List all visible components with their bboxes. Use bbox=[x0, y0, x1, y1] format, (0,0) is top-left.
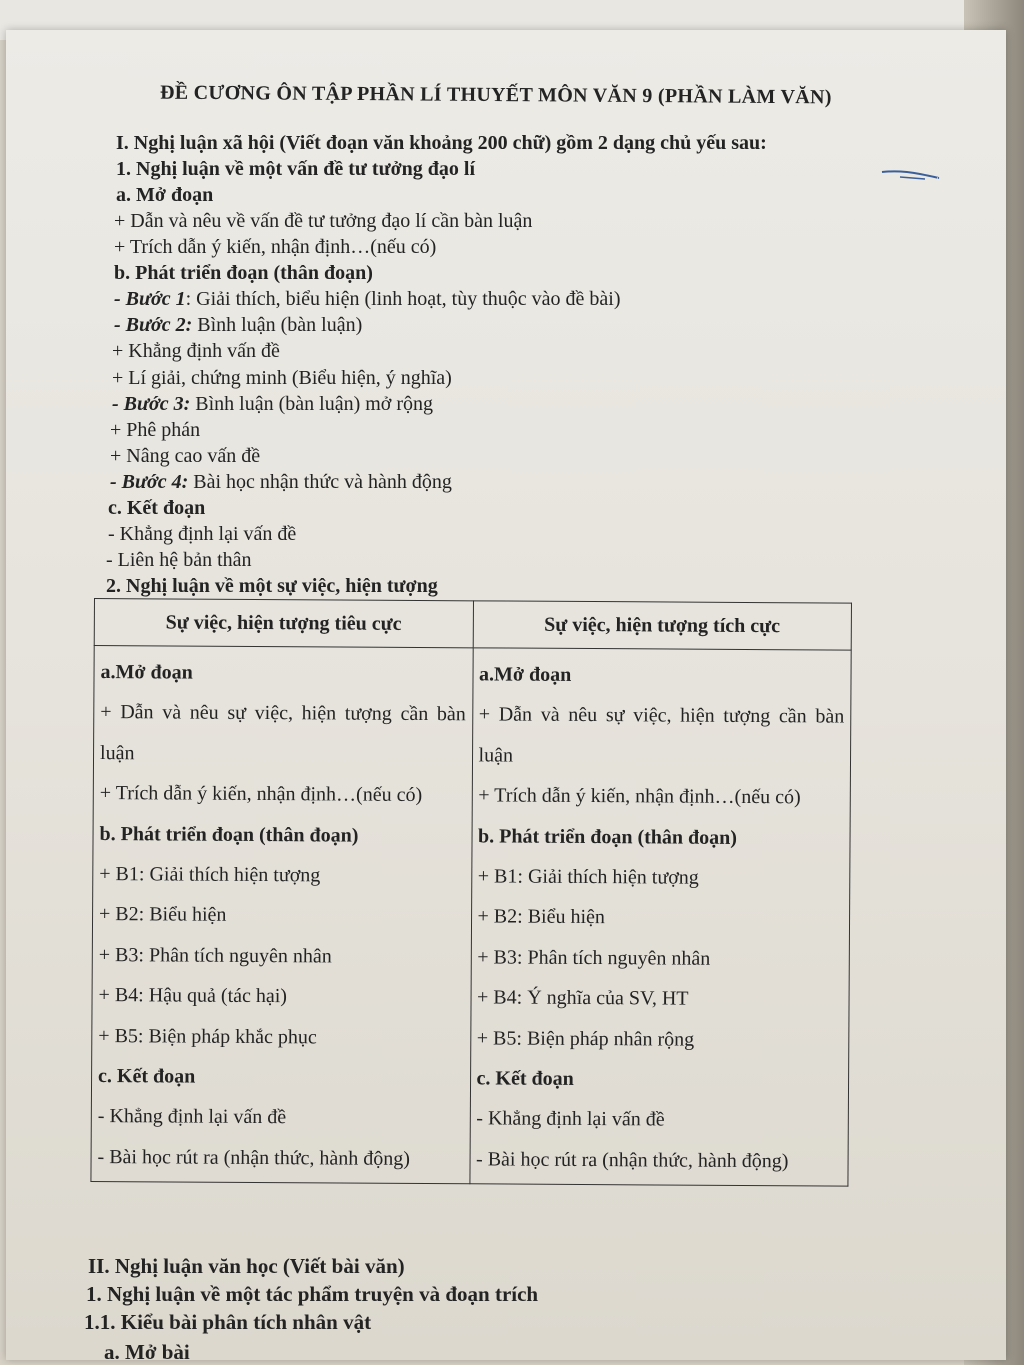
buoc-3-line bbox=[112, 393, 433, 416]
header-positive: Sự việc, hiện tượng tích cực bbox=[473, 601, 852, 650]
cell-line: + B1: Giải thích hiện tượng bbox=[477, 865, 699, 889]
mo-doan-item-2: + Trích dẫn ý kiến, nhận định…(nếu có) bbox=[114, 236, 437, 258]
cell-line: + B5: Biện pháp nhân rộng bbox=[476, 1027, 695, 1051]
document-title: ĐỀ CƯƠNG ÔN TẬP PHẦN LÍ THUYẾT MÔN VĂN 9 (PHẦN LÀM VĂN) bbox=[159, 81, 832, 109]
cell-line: - Bài học rút ra (nhận thức, hành động) bbox=[97, 1145, 411, 1170]
buoc-2-line bbox=[114, 314, 362, 337]
comparison-table bbox=[90, 598, 852, 1187]
cell-line: + Dẫn và nêu sự việc, hiện tượng cần bàn luận bbox=[478, 703, 845, 767]
buoc-2-label: - Bước 2: bbox=[114, 314, 193, 336]
header-negative: Sự việc, hiện tượng tiêu cực bbox=[94, 599, 473, 648]
buoc-2-item-1: + Khẳng định vấn đề bbox=[112, 340, 280, 362]
ket-doan-item-1: - Khẳng định lại vấn đề bbox=[108, 523, 297, 545]
buoc-2-item-2: + Lí giải, chứng minh (Biểu hiện, ý nghĩa) bbox=[112, 367, 452, 389]
table-row bbox=[91, 646, 851, 1187]
buoc-3-item-2: + Nâng cao vấn đề bbox=[110, 445, 261, 467]
cell-line: + Trích dẫn ý kiến, nhận định…(nếu có) bbox=[99, 782, 423, 807]
section-1-heading: I. Nghị luận xã hội (Viết đoạn văn khoảng 200 chữ) gồm 2 dạng chủ yếu sau: bbox=[116, 132, 767, 154]
cell-line: b. Phát triển đoạn (thân đoạn) bbox=[477, 824, 738, 849]
cell-line: + B2: Biểu hiện bbox=[98, 903, 227, 927]
section-2-sub-1: 1. Nghị luận về một tác phẩm truyện và đoạn trích bbox=[86, 1282, 539, 1306]
ket-doan-heading: c. Kết đoạn bbox=[108, 497, 206, 519]
section-1-sub-2: 2. Nghị luận về một sự việc, hiện tượng bbox=[106, 575, 438, 597]
cell-line: - Khẳng định lại vấn đề bbox=[97, 1105, 287, 1129]
buoc-4-text: Bài học nhận thức và hành động bbox=[188, 471, 452, 493]
mo-bai-heading: a. Mở bài bbox=[104, 1340, 190, 1364]
section-2-heading: II. Nghị luận văn học (Viết bài văn) bbox=[88, 1254, 405, 1278]
buoc-3-item-1: + Phê phán bbox=[110, 419, 201, 441]
buoc-3-label: - Bước 3: bbox=[112, 393, 191, 415]
buoc-1-label: - Bước 1 bbox=[114, 288, 186, 310]
cell-line: - Bài học rút ra (nhận thức, hành động) bbox=[476, 1148, 789, 1173]
cell-line: b. Phát triển đoạn (thân đoạn) bbox=[99, 822, 359, 847]
section-1-sub-1: 1. Nghị luận về một vấn đề tư tưởng đạo lí bbox=[116, 158, 476, 180]
column-positive bbox=[469, 648, 851, 1187]
cell-line: + B4: Hậu quả (tác hại) bbox=[98, 984, 288, 1008]
table-header-row bbox=[94, 599, 851, 651]
section-2-sub-1-1: 1.1. Kiểu bài phân tích nhân vật bbox=[84, 1310, 372, 1334]
buoc-4-line bbox=[110, 471, 452, 494]
buoc-1-line bbox=[114, 288, 621, 311]
cell-line: + B5: Biện pháp khắc phục bbox=[98, 1024, 317, 1049]
cell-line: + B4: Ý nghĩa của SV, HT bbox=[476, 986, 689, 1010]
cell-line: a.Mở đoạn bbox=[100, 661, 193, 684]
phat-trien-heading: b. Phát triển đoạn (thân đoạn) bbox=[114, 262, 373, 284]
ket-doan-item-2: - Liên hệ bản thân bbox=[106, 549, 252, 571]
cell-line: + B1: Giải thích hiện tượng bbox=[99, 863, 321, 887]
cell-line: c. Kết đoạn bbox=[476, 1067, 574, 1091]
cell-line: a.Mở đoạn bbox=[478, 663, 572, 686]
cell-line: + B3: Phân tích nguyên nhân bbox=[477, 946, 711, 970]
buoc-4-label: - Bước 4: bbox=[110, 471, 189, 493]
cell-line: - Khẳng định lại vấn đề bbox=[476, 1107, 665, 1131]
column-negative bbox=[91, 646, 473, 1185]
pen-scribble-mark bbox=[880, 168, 940, 182]
cell-line: + Dẫn và nêu sự việc, hiện tượng cần bàn luận bbox=[99, 701, 466, 765]
buoc-3-text: Bình luận (bàn luận) mở rộng bbox=[190, 393, 434, 415]
mo-doan-item-1: + Dẫn và nêu về vấn đề tư tưởng đạo lí cần bàn luận bbox=[114, 210, 533, 232]
cell-line: + B2: Biểu hiện bbox=[477, 905, 606, 929]
cell-line: + B3: Phân tích nguyên nhân bbox=[98, 943, 332, 968]
buoc-1-text: : Giải thích, biểu hiện (linh hoạt, tùy thuộc vào đề bài) bbox=[185, 288, 621, 310]
mo-doan-heading: a. Mở đoạn bbox=[116, 184, 214, 206]
buoc-2-text: Bình luận (bàn luận) bbox=[192, 314, 363, 336]
cell-line: c. Kết đoạn bbox=[98, 1065, 196, 1088]
cell-line: + Trích dẫn ý kiến, nhận định…(nếu có) bbox=[478, 784, 801, 809]
